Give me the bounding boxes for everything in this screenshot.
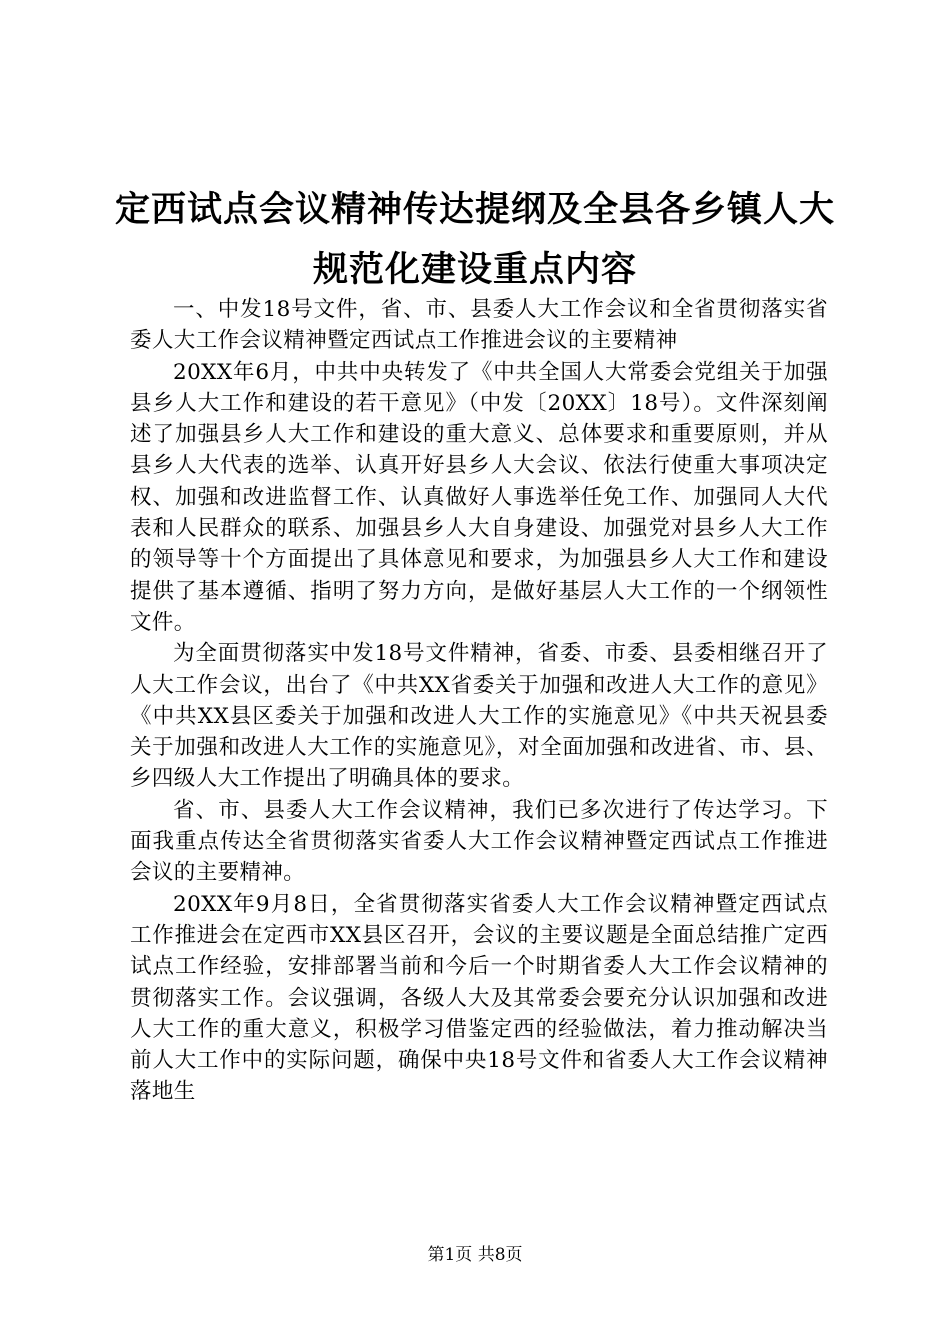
paragraph: 20XX年6月，中共中央转发了《中共全国人大常委会党组关于加强县乡人大工作和建设的若干意见》（中发〔20XX〕18号）。文件深刻阐述了加强县乡人大工作和建设的重大意义、总体要求和重要原则，并从县乡人大代表的选举、认真开好县乡人大会议、依法行使重大事项决定权、加强和改进监督工作、认真做好人事选举任免工作、加强同人大代表和人民群众的联系、加强县乡人大自身建设、加强党对县乡人大工作的领导等十个方面提出了具体意见和要求，为加强县乡人大工作和建设提供了基本遵循、指明了努力方向，是做好基层人大工作的一个纲领性文件。	[130, 359, 828, 635]
paragraph: 20XX年9月8日，全省贯彻落实省委人大工作会议精神暨定西试点工作推进会在定西市XX县区召开，会议的主要议题是全面总结推广定西试点工作经验，安排部署当前和今后一个时期省委人大工作会议精神的贯彻落实工作。会议强调，各级人大及其常委会要充分认识加强和改进人大工作的重大意义，积极学习借鉴定西的经验做法，着力推动解决当前人大工作中的实际问题，确保中央18号文件和省委人大工作会议精神落地生	[130, 891, 828, 1105]
paragraph-section-heading: 一、中发18号文件，省、市、县委人大工作会议和全省贯彻落实省委人大工作会议精神暨定西试点工作推进会议的主要精神	[130, 297, 828, 354]
document-title-line-1: 定西试点会议精神传达提纲及全县各乡镇人大	[114, 189, 835, 230]
page-number-footer: 第1页 共8页	[427, 1245, 523, 1265]
paragraph: 为全面贯彻落实中发18号文件精神，省委、市委、县委相继召开了人大工作会议，出台了《中共XX省委关于加强和改进人大工作的意见》《中共XX县区委关于加强和改进人大工作的实施意见》《中共天祝县委关于加强和改进人大工作的实施意见》，对全面加强和改进省、市、县、乡四级人大工作提出了明确具体的要求。	[130, 641, 828, 792]
document-title-line-2: 规范化建设重点内容	[312, 249, 637, 290]
document-body	[130, 294, 828, 1108]
paragraph: 省、市、县委人大工作会议精神，我们已多次进行了传达学习。下面我重点传达全省贯彻落实省委人大工作会议精神暨定西试点工作推进会议的主要精神。	[130, 797, 828, 886]
